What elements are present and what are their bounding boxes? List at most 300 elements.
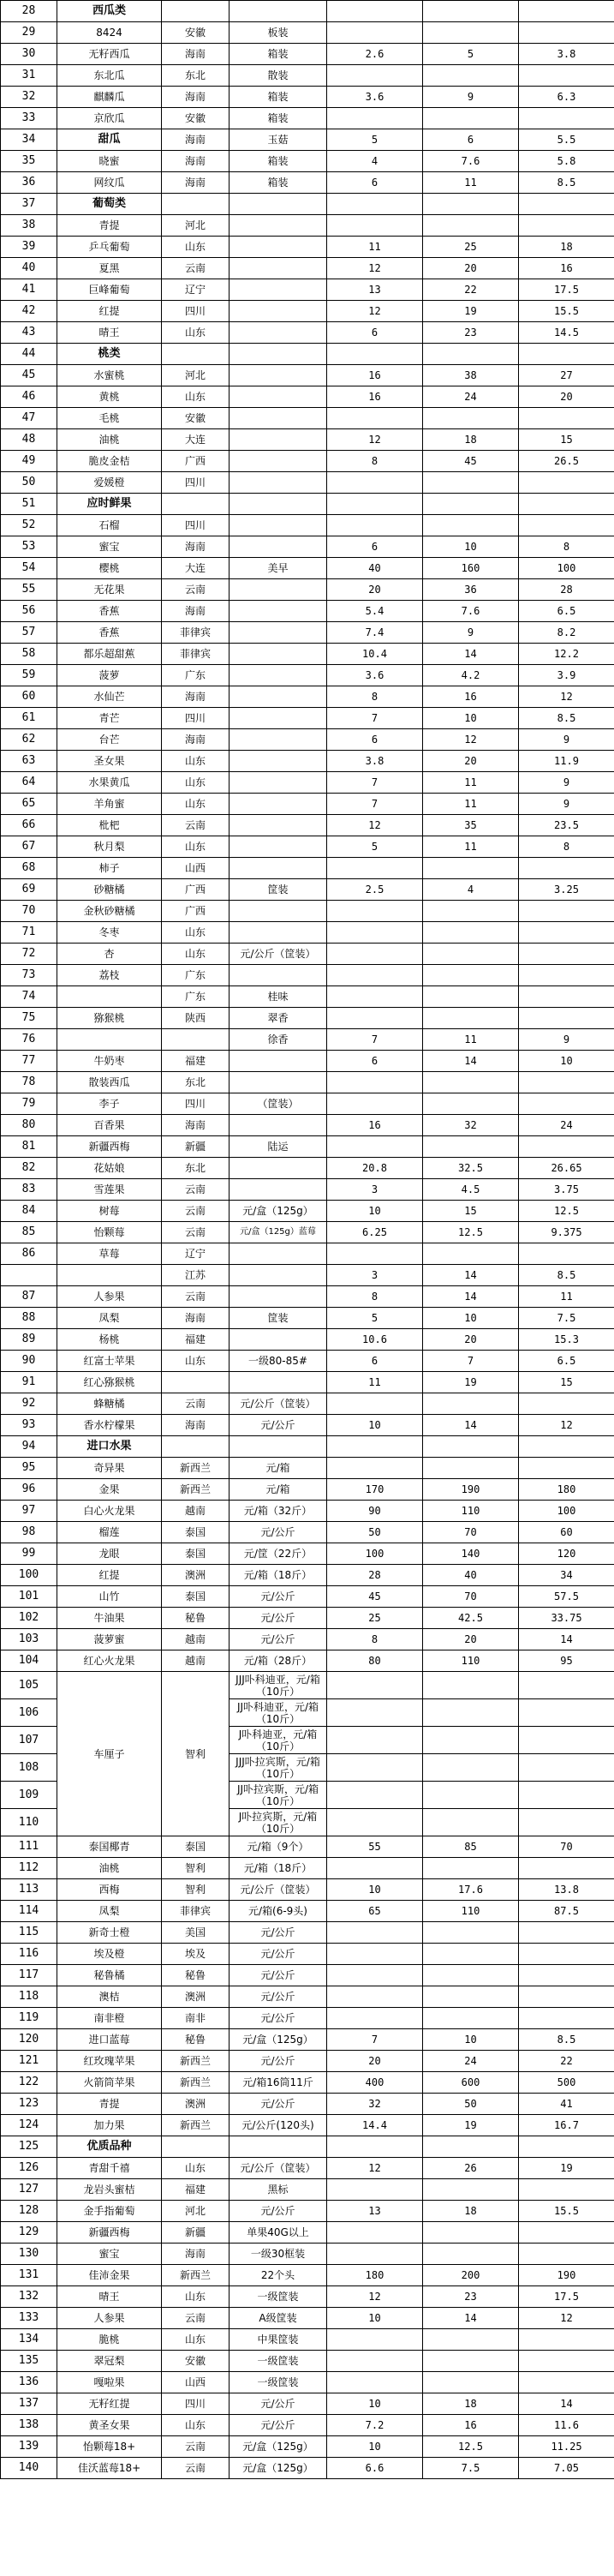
cell-avg-price[interactable]: 57.5 (519, 1586, 614, 1608)
cell-spec[interactable] (230, 1436, 327, 1458)
cell-low-price[interactable] (327, 22, 423, 44)
cell-product-name[interactable]: 水果黄瓜 (57, 772, 162, 794)
cell-product-name[interactable]: 水蜜桃 (57, 365, 162, 386)
cell-origin[interactable]: 云南 (162, 1222, 230, 1243)
cell-low-price[interactable] (327, 2372, 423, 2393)
cell-origin[interactable]: 广东 (162, 965, 230, 986)
cell-high-price[interactable] (423, 472, 519, 494)
cell-avg-price[interactable]: 33.75 (519, 1608, 614, 1629)
cell-low-price[interactable] (327, 1008, 423, 1029)
cell-index[interactable]: 70 (1, 901, 57, 922)
cell-high-price[interactable] (423, 408, 519, 429)
cell-index[interactable]: 50 (1, 472, 57, 494)
cell-index[interactable]: 47 (1, 408, 57, 429)
cell-high-price[interactable]: 25 (423, 237, 519, 258)
cell-origin[interactable]: 山西 (162, 858, 230, 879)
cell-avg-price[interactable] (519, 344, 614, 365)
cell-low-price[interactable]: 4 (327, 151, 423, 172)
cell-high-price[interactable]: 18 (423, 2201, 519, 2222)
cell-origin[interactable]: 安徽 (162, 108, 230, 129)
cell-category[interactable]: 甜瓜 (57, 129, 162, 151)
cell-product-name[interactable]: 白心火龙果 (57, 1501, 162, 1522)
cell-product-name[interactable]: 红富士苹果 (57, 1351, 162, 1372)
cell-spec[interactable]: 元/公斤 (230, 2201, 327, 2222)
cell-high-price[interactable]: 160 (423, 558, 519, 579)
cell-low-price[interactable]: 7 (327, 794, 423, 815)
cell-spec[interactable]: （筐装） (230, 1093, 327, 1115)
cell-spec[interactable] (230, 194, 327, 215)
cell-origin[interactable]: 云南 (162, 2436, 230, 2458)
cell-high-price[interactable] (423, 2222, 519, 2244)
cell-index[interactable]: 117 (1, 1965, 57, 1986)
cell-low-price[interactable]: 10.4 (327, 644, 423, 665)
cell-spec[interactable]: JJJ卟科迪亚，元/箱（10斤） (230, 1672, 327, 1699)
cell-product-name[interactable]: 枇杷 (57, 815, 162, 836)
cell-index[interactable] (1, 1265, 57, 1286)
cell-spec[interactable]: 元/盒（125g） (230, 2458, 327, 2479)
cell-avg-price[interactable]: 11.6 (519, 2415, 614, 2436)
cell-category[interactable]: 优质品种 (57, 2136, 162, 2158)
cell-avg-price[interactable]: 7.5 (519, 1308, 614, 1329)
cell-avg-price[interactable] (519, 858, 614, 879)
cell-high-price[interactable] (423, 215, 519, 237)
cell-low-price[interactable]: 13 (327, 279, 423, 301)
cell-spec[interactable] (230, 1286, 327, 1308)
cell-origin[interactable]: 东北 (162, 65, 230, 87)
cell-product-name[interactable]: 龙眼 (57, 1543, 162, 1565)
cell-spec[interactable] (230, 1072, 327, 1093)
cell-origin[interactable] (162, 2136, 230, 2158)
cell-avg-price[interactable]: 6.5 (519, 601, 614, 622)
cell-avg-price[interactable]: 190 (519, 2265, 614, 2286)
cell-high-price[interactable]: 11 (423, 1029, 519, 1051)
cell-product-name[interactable]: 巨峰葡萄 (57, 279, 162, 301)
cell-origin[interactable]: 广西 (162, 879, 230, 901)
cell-high-price[interactable] (423, 1944, 519, 1965)
cell-spec[interactable] (230, 1372, 327, 1393)
cell-low-price[interactable] (327, 515, 423, 536)
cell-index[interactable]: 135 (1, 2351, 57, 2372)
cell-avg-price[interactable]: 28 (519, 579, 614, 601)
cell-index[interactable]: 96 (1, 1479, 57, 1501)
cell-avg-price[interactable]: 15 (519, 1372, 614, 1393)
cell-product-name[interactable]: 乒乓葡萄 (57, 237, 162, 258)
cell-avg-price[interactable] (519, 922, 614, 944)
cell-avg-price[interactable]: 16 (519, 258, 614, 279)
cell-product-name[interactable]: 香蕉 (57, 622, 162, 644)
cell-index[interactable]: 54 (1, 558, 57, 579)
cell-product-name[interactable]: 羊角蜜 (57, 794, 162, 815)
cell-index[interactable]: 73 (1, 965, 57, 986)
cell-spec[interactable]: JJ卟科迪亚，元/箱（10斤） (230, 1699, 327, 1727)
cell-index[interactable]: 56 (1, 601, 57, 622)
cell-index[interactable]: 77 (1, 1051, 57, 1072)
cell-low-price[interactable] (327, 2008, 423, 2029)
cell-high-price[interactable]: 7.6 (423, 601, 519, 622)
cell-index[interactable]: 86 (1, 1243, 57, 1265)
cell-origin[interactable] (162, 1029, 230, 1051)
cell-product-name[interactable]: 青提 (57, 215, 162, 237)
cell-high-price[interactable]: 600 (423, 2072, 519, 2094)
cell-product-name[interactable]: 菠萝 (57, 665, 162, 686)
cell-high-price[interactable]: 5 (423, 44, 519, 65)
cell-low-price[interactable]: 55 (327, 1836, 423, 1858)
cell-origin[interactable]: 海南 (162, 2244, 230, 2265)
cell-avg-price[interactable]: 12 (519, 2308, 614, 2329)
cell-index[interactable]: 62 (1, 729, 57, 751)
cell-low-price[interactable]: 6 (327, 322, 423, 344)
cell-index[interactable]: 72 (1, 944, 57, 965)
cell-product-name[interactable] (57, 986, 162, 1008)
cell-origin[interactable]: 四川 (162, 1093, 230, 1115)
cell-origin[interactable]: 海南 (162, 601, 230, 622)
cell-high-price[interactable]: 11 (423, 172, 519, 194)
cell-origin[interactable]: 澳洲 (162, 1986, 230, 2008)
cell-high-price[interactable]: 38 (423, 365, 519, 386)
cell-avg-price[interactable]: 11.25 (519, 2436, 614, 2458)
cell-high-price[interactable] (423, 515, 519, 536)
cell-low-price[interactable] (327, 344, 423, 365)
cell-high-price[interactable] (423, 1243, 519, 1265)
cell-spec[interactable]: 元/箱 (230, 1479, 327, 1501)
cell-low-price[interactable]: 16 (327, 1115, 423, 1136)
cell-product-name[interactable]: 砂糖橘 (57, 879, 162, 901)
cell-origin[interactable]: 河北 (162, 365, 230, 386)
cell-high-price[interactable] (423, 2351, 519, 2372)
cell-avg-price[interactable] (519, 1754, 614, 1782)
cell-spec[interactable]: 元/箱（18斤） (230, 1858, 327, 1879)
cell-high-price[interactable] (423, 1458, 519, 1479)
cell-avg-price[interactable]: 14 (519, 1629, 614, 1650)
cell-index[interactable]: 102 (1, 1608, 57, 1629)
cell-low-price[interactable] (327, 986, 423, 1008)
cell-high-price[interactable] (423, 1727, 519, 1754)
cell-index[interactable]: 49 (1, 451, 57, 472)
cell-high-price[interactable]: 19 (423, 1372, 519, 1393)
cell-product-name[interactable]: 杏 (57, 944, 162, 965)
cell-high-price[interactable]: 200 (423, 2265, 519, 2286)
cell-low-price[interactable] (327, 2329, 423, 2351)
cell-avg-price[interactable] (519, 944, 614, 965)
cell-spec[interactable]: 一级筐装 (230, 2286, 327, 2308)
cell-low-price[interactable] (327, 215, 423, 237)
cell-avg-price[interactable] (519, 1965, 614, 1986)
cell-low-price[interactable]: 5 (327, 129, 423, 151)
cell-origin[interactable]: 菲律宾 (162, 1901, 230, 1922)
cell-low-price[interactable]: 12 (327, 301, 423, 322)
cell-product-name[interactable]: 翠冠梨 (57, 2351, 162, 2372)
cell-spec[interactable] (230, 901, 327, 922)
cell-index[interactable]: 90 (1, 1351, 57, 1372)
cell-product-name[interactable]: 人参果 (57, 1286, 162, 1308)
cell-spec[interactable]: 元/箱（32斤） (230, 1501, 327, 1522)
cell-avg-price[interactable] (519, 901, 614, 922)
cell-spec[interactable] (230, 386, 327, 408)
cell-high-price[interactable] (423, 1965, 519, 1986)
cell-spec[interactable]: 黑标 (230, 2179, 327, 2201)
cell-avg-price[interactable] (519, 65, 614, 87)
cell-avg-price[interactable] (519, 1858, 614, 1879)
cell-high-price[interactable]: 110 (423, 1901, 519, 1922)
cell-avg-price[interactable] (519, 1243, 614, 1265)
cell-low-price[interactable]: 10 (327, 2436, 423, 2458)
cell-origin[interactable]: 山东 (162, 2286, 230, 2308)
cell-product-name[interactable]: 奇异果 (57, 1458, 162, 1479)
cell-avg-price[interactable]: 26.65 (519, 1158, 614, 1179)
cell-origin[interactable]: 福建 (162, 1051, 230, 1072)
cell-index[interactable]: 92 (1, 1393, 57, 1415)
cell-product-name[interactable] (57, 1029, 162, 1051)
cell-high-price[interactable]: 16 (423, 2415, 519, 2436)
cell-high-price[interactable]: 42.5 (423, 1608, 519, 1629)
cell-high-price[interactable]: 11 (423, 836, 519, 858)
cell-avg-price[interactable]: 9 (519, 772, 614, 794)
cell-avg-price[interactable]: 180 (519, 1479, 614, 1501)
cell-origin[interactable]: 山东 (162, 2158, 230, 2179)
cell-product-name[interactable]: 晓蜜 (57, 151, 162, 172)
cell-avg-price[interactable]: 7.05 (519, 2458, 614, 2479)
cell-origin[interactable]: 山西 (162, 2372, 230, 2393)
cell-high-price[interactable]: 40 (423, 1565, 519, 1586)
cell-low-price[interactable]: 180 (327, 2265, 423, 2286)
cell-avg-price[interactable]: 26.5 (519, 451, 614, 472)
cell-spec[interactable]: 元/箱（28斤） (230, 1650, 327, 1672)
cell-avg-price[interactable] (519, 1782, 614, 1809)
cell-product-name[interactable]: 榴莲 (57, 1522, 162, 1543)
cell-origin[interactable]: 四川 (162, 515, 230, 536)
cell-low-price[interactable] (327, 1922, 423, 1944)
cell-spec[interactable]: 元/公斤 (230, 1522, 327, 1543)
cell-origin[interactable]: 云南 (162, 2308, 230, 2329)
cell-low-price[interactable]: 12 (327, 2286, 423, 2308)
cell-index[interactable]: 87 (1, 1286, 57, 1308)
cell-product-name[interactable]: 油桃 (57, 1858, 162, 1879)
cell-high-price[interactable]: 16 (423, 686, 519, 708)
cell-avg-price[interactable]: 120 (519, 1543, 614, 1565)
cell-product-name[interactable]: 金秋砂糖橘 (57, 901, 162, 922)
cell-index[interactable]: 64 (1, 772, 57, 794)
cell-low-price[interactable]: 8 (327, 1286, 423, 1308)
cell-spec[interactable]: 陆运 (230, 1136, 327, 1158)
cell-origin[interactable]: 澳洲 (162, 2094, 230, 2115)
cell-product-name[interactable]: 草莓 (57, 1243, 162, 1265)
cell-index[interactable]: 134 (1, 2329, 57, 2351)
cell-high-price[interactable]: 26 (423, 2158, 519, 2179)
cell-spec[interactable]: 一级30框装 (230, 2244, 327, 2265)
cell-origin[interactable]: 新西兰 (162, 2072, 230, 2094)
cell-low-price[interactable]: 40 (327, 558, 423, 579)
cell-high-price[interactable] (423, 22, 519, 44)
cell-spec[interactable] (230, 536, 327, 558)
cell-index[interactable]: 32 (1, 87, 57, 108)
cell-high-price[interactable] (423, 494, 519, 515)
cell-index[interactable]: 109 (1, 1782, 57, 1809)
cell-spec[interactable] (230, 408, 327, 429)
cell-origin[interactable] (162, 344, 230, 365)
cell-high-price[interactable] (423, 2372, 519, 2393)
cell-high-price[interactable]: 22 (423, 279, 519, 301)
cell-low-price[interactable] (327, 2179, 423, 2201)
cell-product-name[interactable] (57, 1265, 162, 1286)
cell-index[interactable]: 133 (1, 2308, 57, 2329)
cell-low-price[interactable] (327, 1458, 423, 1479)
cell-low-price[interactable]: 10.6 (327, 1329, 423, 1351)
cell-high-price[interactable]: 20 (423, 1629, 519, 1650)
cell-index[interactable]: 99 (1, 1543, 57, 1565)
cell-avg-price[interactable]: 100 (519, 1501, 614, 1522)
cell-index[interactable]: 46 (1, 386, 57, 408)
cell-origin[interactable]: 越南 (162, 1501, 230, 1522)
cell-index[interactable]: 112 (1, 1858, 57, 1879)
cell-low-price[interactable]: 8 (327, 1629, 423, 1650)
cell-low-price[interactable] (327, 1986, 423, 2008)
cell-origin[interactable]: 云南 (162, 579, 230, 601)
cell-product-name[interactable]: 牛油果 (57, 1608, 162, 1629)
cell-index[interactable]: 42 (1, 301, 57, 322)
cell-low-price[interactable] (327, 1754, 423, 1782)
cell-product-name[interactable]: 都乐超甜蕉 (57, 644, 162, 665)
cell-origin[interactable]: 山东 (162, 751, 230, 772)
cell-origin[interactable]: 新西兰 (162, 2051, 230, 2072)
cell-avg-price[interactable] (519, 1986, 614, 2008)
cell-low-price[interactable]: 8 (327, 686, 423, 708)
cell-avg-price[interactable]: 11 (519, 1286, 614, 1308)
cell-high-price[interactable] (423, 344, 519, 365)
cell-high-price[interactable] (423, 965, 519, 986)
cell-low-price[interactable] (327, 858, 423, 879)
cell-high-price[interactable]: 14 (423, 1051, 519, 1072)
cell-product-name[interactable]: 东北瓜 (57, 65, 162, 87)
cell-high-price[interactable]: 15 (423, 1201, 519, 1222)
cell-product-name[interactable]: 红提 (57, 301, 162, 322)
cell-origin[interactable] (162, 194, 230, 215)
cell-index[interactable]: 48 (1, 429, 57, 451)
cell-product-name[interactable]: 新疆西梅 (57, 2222, 162, 2244)
cell-low-price[interactable]: 28 (327, 1565, 423, 1586)
cell-index[interactable]: 79 (1, 1093, 57, 1115)
cell-low-price[interactable] (327, 1944, 423, 1965)
cell-origin[interactable] (162, 1, 230, 22)
cell-product-name[interactable]: 蜜宝 (57, 536, 162, 558)
cell-origin[interactable]: 海南 (162, 151, 230, 172)
cell-high-price[interactable] (423, 1093, 519, 1115)
cell-low-price[interactable]: 10 (327, 2308, 423, 2329)
cell-low-price[interactable]: 6 (327, 1051, 423, 1072)
cell-avg-price[interactable]: 11.9 (519, 751, 614, 772)
cell-spec[interactable] (230, 644, 327, 665)
cell-avg-price[interactable] (519, 1809, 614, 1836)
cell-avg-price[interactable] (519, 1436, 614, 1458)
cell-avg-price[interactable] (519, 22, 614, 44)
cell-spec[interactable]: 元/公斤(120头) (230, 2115, 327, 2136)
cell-origin[interactable]: 埃及 (162, 1944, 230, 1965)
cell-high-price[interactable]: 12.5 (423, 1222, 519, 1243)
cell-spec[interactable] (230, 344, 327, 365)
cell-high-price[interactable]: 32.5 (423, 1158, 519, 1179)
cell-avg-price[interactable]: 12 (519, 1415, 614, 1436)
cell-origin[interactable]: 泰国 (162, 1586, 230, 1608)
cell-low-price[interactable]: 7 (327, 2029, 423, 2051)
cell-low-price[interactable] (327, 1782, 423, 1809)
cell-low-price[interactable]: 11 (327, 237, 423, 258)
cell-product-name[interactable]: 杨桃 (57, 1329, 162, 1351)
cell-origin[interactable]: 海南 (162, 172, 230, 194)
cell-product-name[interactable]: 油桃 (57, 429, 162, 451)
cell-product-name[interactable]: 台芒 (57, 729, 162, 751)
cell-low-price[interactable]: 7.2 (327, 2415, 423, 2436)
cell-index[interactable]: 57 (1, 622, 57, 644)
cell-origin[interactable]: 四川 (162, 2393, 230, 2415)
cell-high-price[interactable] (423, 1393, 519, 1415)
cell-origin[interactable]: 智利 (162, 1672, 230, 1836)
cell-low-price[interactable] (327, 1393, 423, 1415)
cell-product-name[interactable]: 红提 (57, 1565, 162, 1586)
cell-index[interactable]: 110 (1, 1809, 57, 1836)
cell-index[interactable]: 33 (1, 108, 57, 129)
cell-low-price[interactable]: 12 (327, 258, 423, 279)
cell-avg-price[interactable]: 60 (519, 1522, 614, 1543)
cell-high-price[interactable]: 45 (423, 451, 519, 472)
cell-spec[interactable] (230, 258, 327, 279)
cell-spec[interactable]: 元/公斤 (230, 2051, 327, 2072)
cell-high-price[interactable]: 18 (423, 429, 519, 451)
cell-avg-price[interactable] (519, 1458, 614, 1479)
cell-low-price[interactable] (327, 922, 423, 944)
cell-low-price[interactable] (327, 2136, 423, 2158)
cell-low-price[interactable] (327, 1672, 423, 1699)
cell-product-name[interactable]: 秘鲁橘 (57, 1965, 162, 1986)
cell-spec[interactable]: JJ卟拉宾斯，元/箱（10斤） (230, 1782, 327, 1809)
cell-avg-price[interactable]: 23.5 (519, 815, 614, 836)
cell-spec[interactable]: 箱装 (230, 108, 327, 129)
cell-origin[interactable]: 四川 (162, 472, 230, 494)
cell-product-name[interactable]: 花姑娘 (57, 1158, 162, 1179)
cell-low-price[interactable]: 6.25 (327, 1222, 423, 1243)
cell-avg-price[interactable]: 14 (519, 2393, 614, 2415)
cell-high-price[interactable]: 14 (423, 1265, 519, 1286)
cell-high-price[interactable]: 10 (423, 536, 519, 558)
cell-spec[interactable]: 元/公斤 (230, 2094, 327, 2115)
cell-high-price[interactable]: 14 (423, 1286, 519, 1308)
cell-index[interactable]: 121 (1, 2051, 57, 2072)
cell-origin[interactable]: 新西兰 (162, 2265, 230, 2286)
cell-index[interactable]: 106 (1, 1699, 57, 1727)
cell-high-price[interactable] (423, 1858, 519, 1879)
cell-product-name[interactable]: 金手指葡萄 (57, 2201, 162, 2222)
cell-product-name[interactable]: 圣女果 (57, 751, 162, 772)
cell-index[interactable]: 124 (1, 2115, 57, 2136)
cell-index[interactable]: 104 (1, 1650, 57, 1672)
cell-low-price[interactable] (327, 1072, 423, 1093)
cell-low-price[interactable] (327, 2244, 423, 2265)
cell-spec[interactable] (230, 794, 327, 815)
cell-spec[interactable]: 元/盒（125g） (230, 2029, 327, 2051)
cell-low-price[interactable]: 3 (327, 1179, 423, 1201)
cell-avg-price[interactable] (519, 108, 614, 129)
cell-product-name[interactable]: 京欣瓜 (57, 108, 162, 129)
cell-high-price[interactable] (423, 944, 519, 965)
cell-high-price[interactable]: 18 (423, 2393, 519, 2415)
cell-origin[interactable]: 山东 (162, 237, 230, 258)
cell-high-price[interactable]: 24 (423, 2051, 519, 2072)
cell-index[interactable]: 98 (1, 1522, 57, 1543)
cell-index[interactable]: 132 (1, 2286, 57, 2308)
cell-index[interactable]: 65 (1, 794, 57, 815)
cell-avg-price[interactable] (519, 2008, 614, 2029)
cell-avg-price[interactable]: 24 (519, 1115, 614, 1136)
cell-spec[interactable]: 元/公斤 (230, 1608, 327, 1629)
cell-product-name[interactable]: 脆桃 (57, 2329, 162, 2351)
